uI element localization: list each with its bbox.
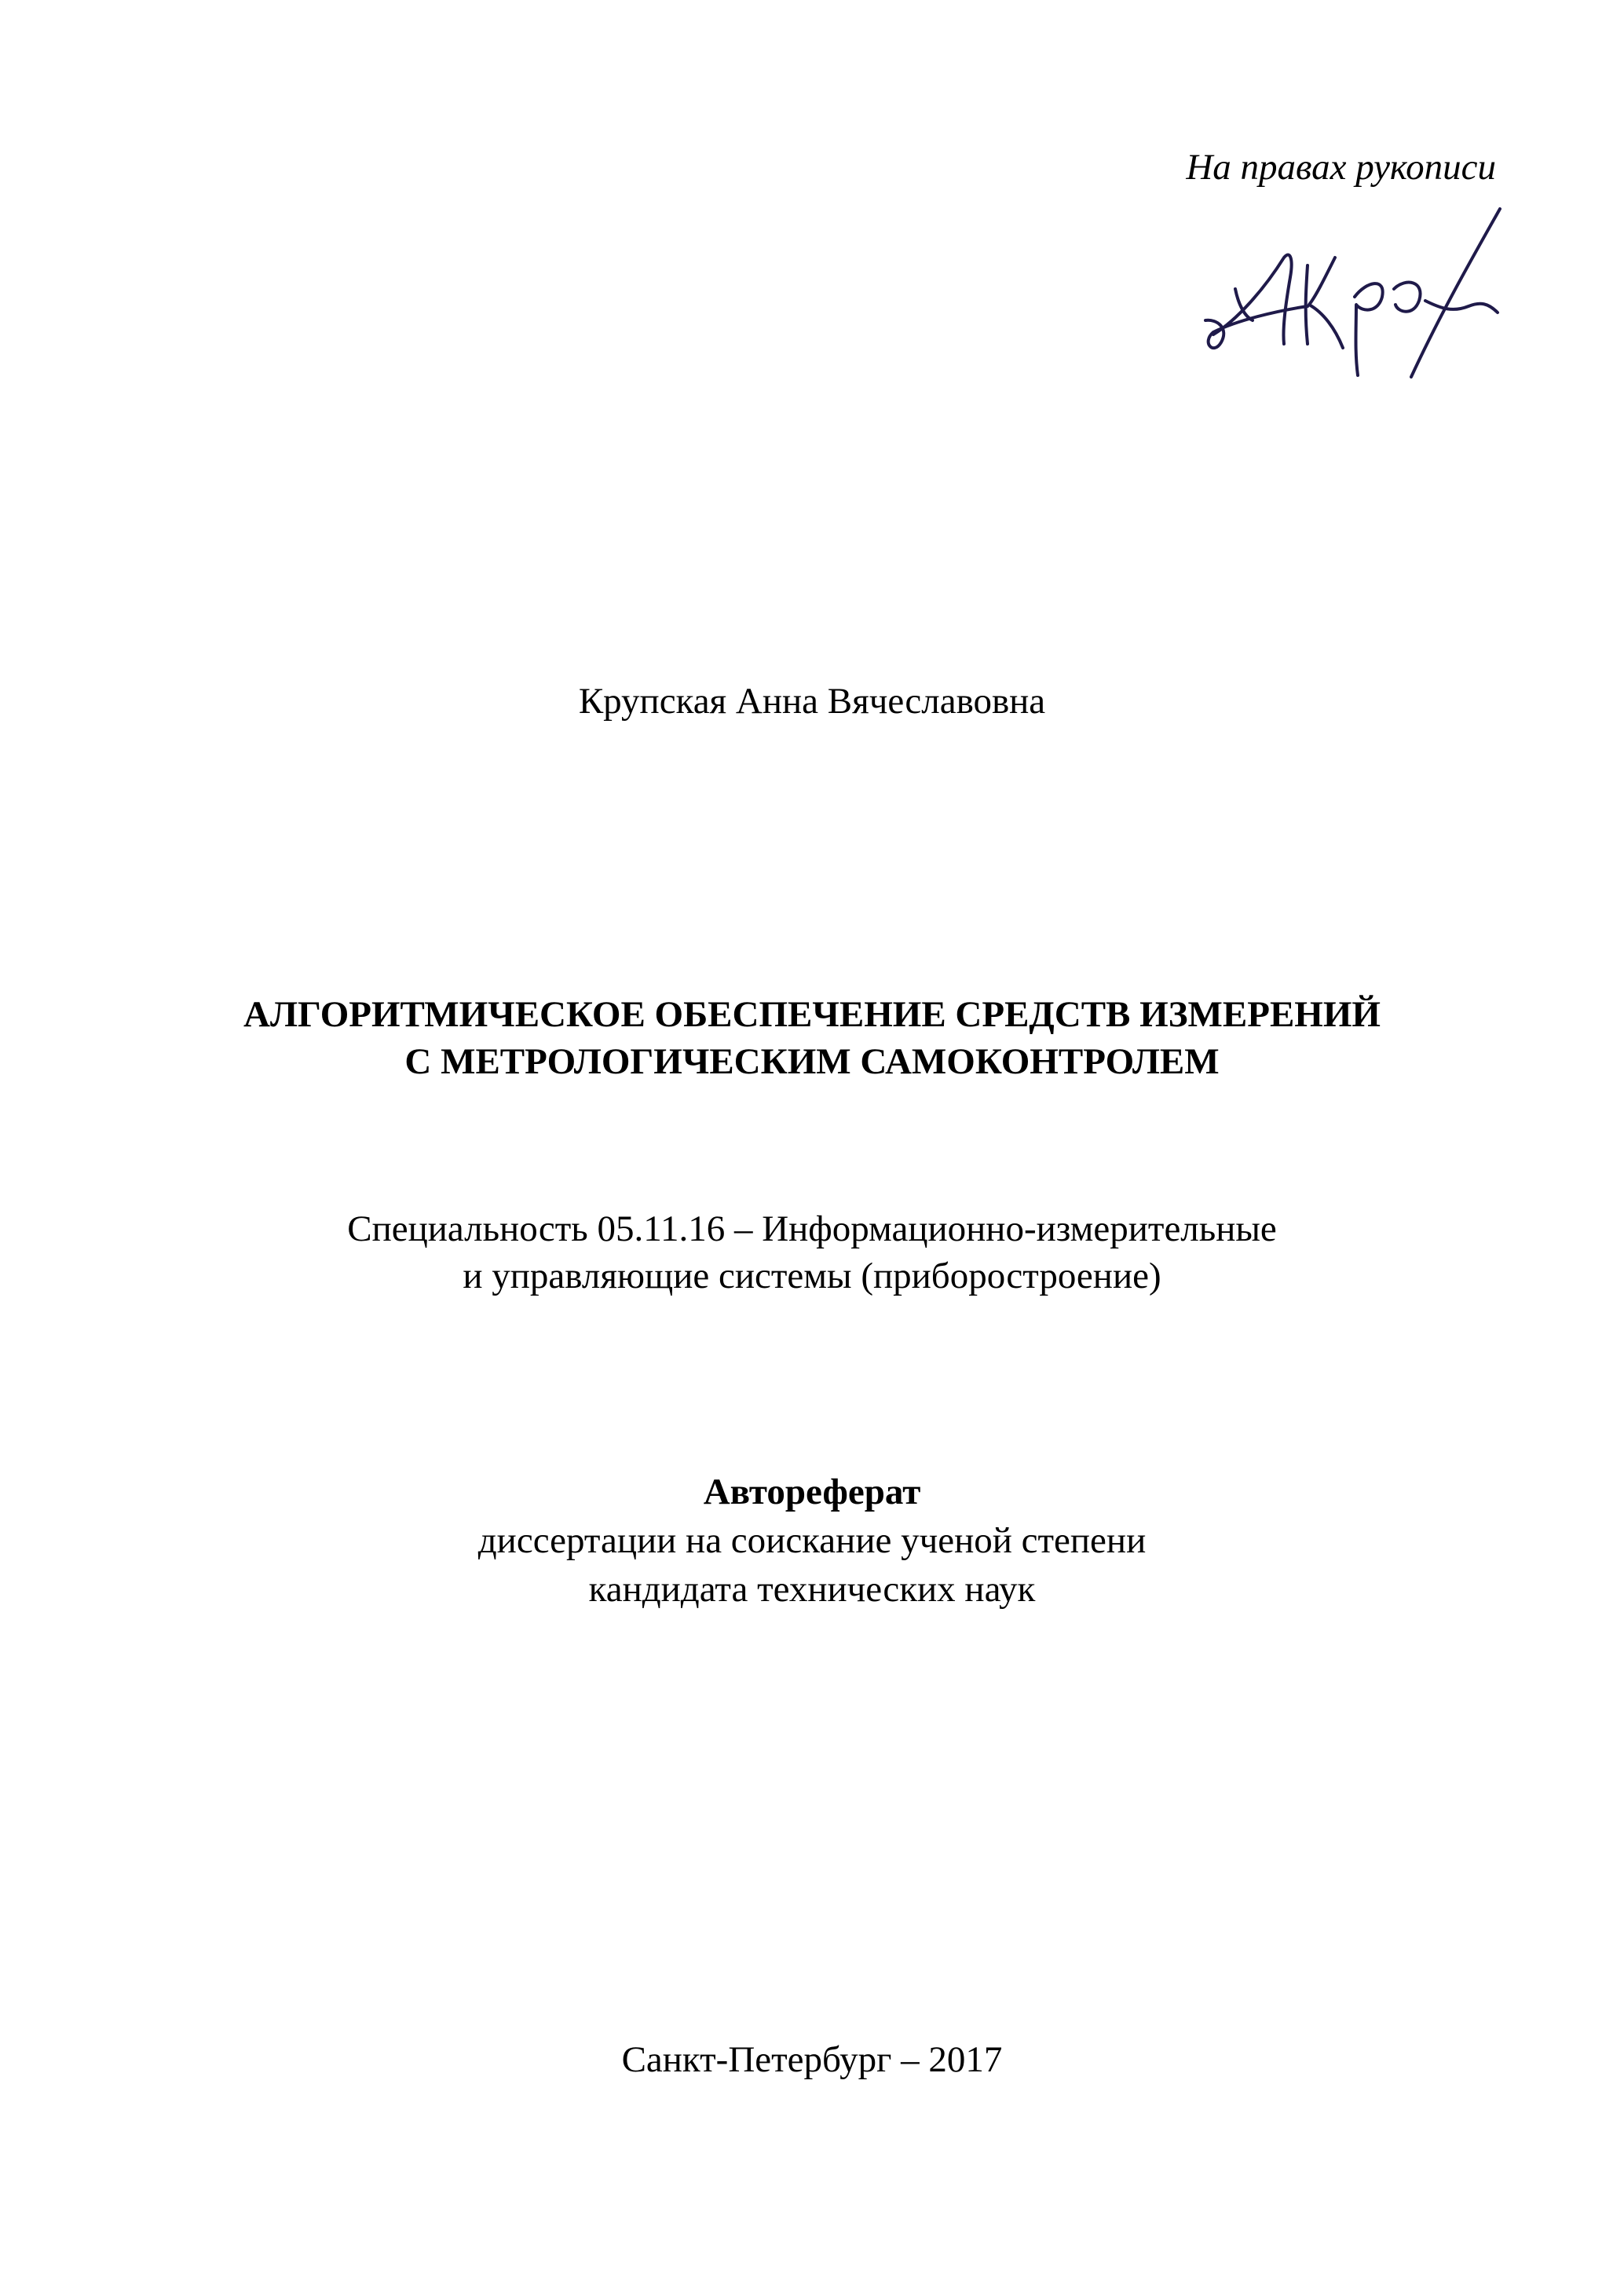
manuscript-rights-note: На правах рукописи — [1186, 147, 1496, 188]
dissertation-title — [0, 991, 1624, 1085]
author-name: Крупская Анна Вячеславовна — [578, 681, 1046, 722]
title-line-1: АЛГОРИТМИЧЕСКОЕ ОБЕСПЕЧЕНИЕ СРЕДСТВ ИЗМЕРЕНИЙ — [243, 994, 1381, 1035]
specialty-line-2: и управляющие системы (приборостроение) — [463, 1256, 1161, 1296]
specialty-line-1: Специальность 05.11.16 – Информационно-измерительные — [347, 1208, 1277, 1249]
abstract-block — [0, 1468, 1624, 1614]
title-line-2: С МЕТРОЛОГИЧЕСКИМ САМОКОНТРОЛЕМ — [404, 1041, 1220, 1082]
abstract-line-2: кандидата технических наук — [588, 1569, 1036, 1610]
abstract-line-1: диссертации на соискание ученой степени — [477, 1520, 1147, 1561]
city-year: Санкт-Петербург – 2017 — [621, 2039, 1003, 2080]
specialty-block — [0, 1205, 1624, 1300]
abstract-heading: Автореферат — [703, 1472, 921, 1512]
author-signature — [1190, 203, 1504, 383]
